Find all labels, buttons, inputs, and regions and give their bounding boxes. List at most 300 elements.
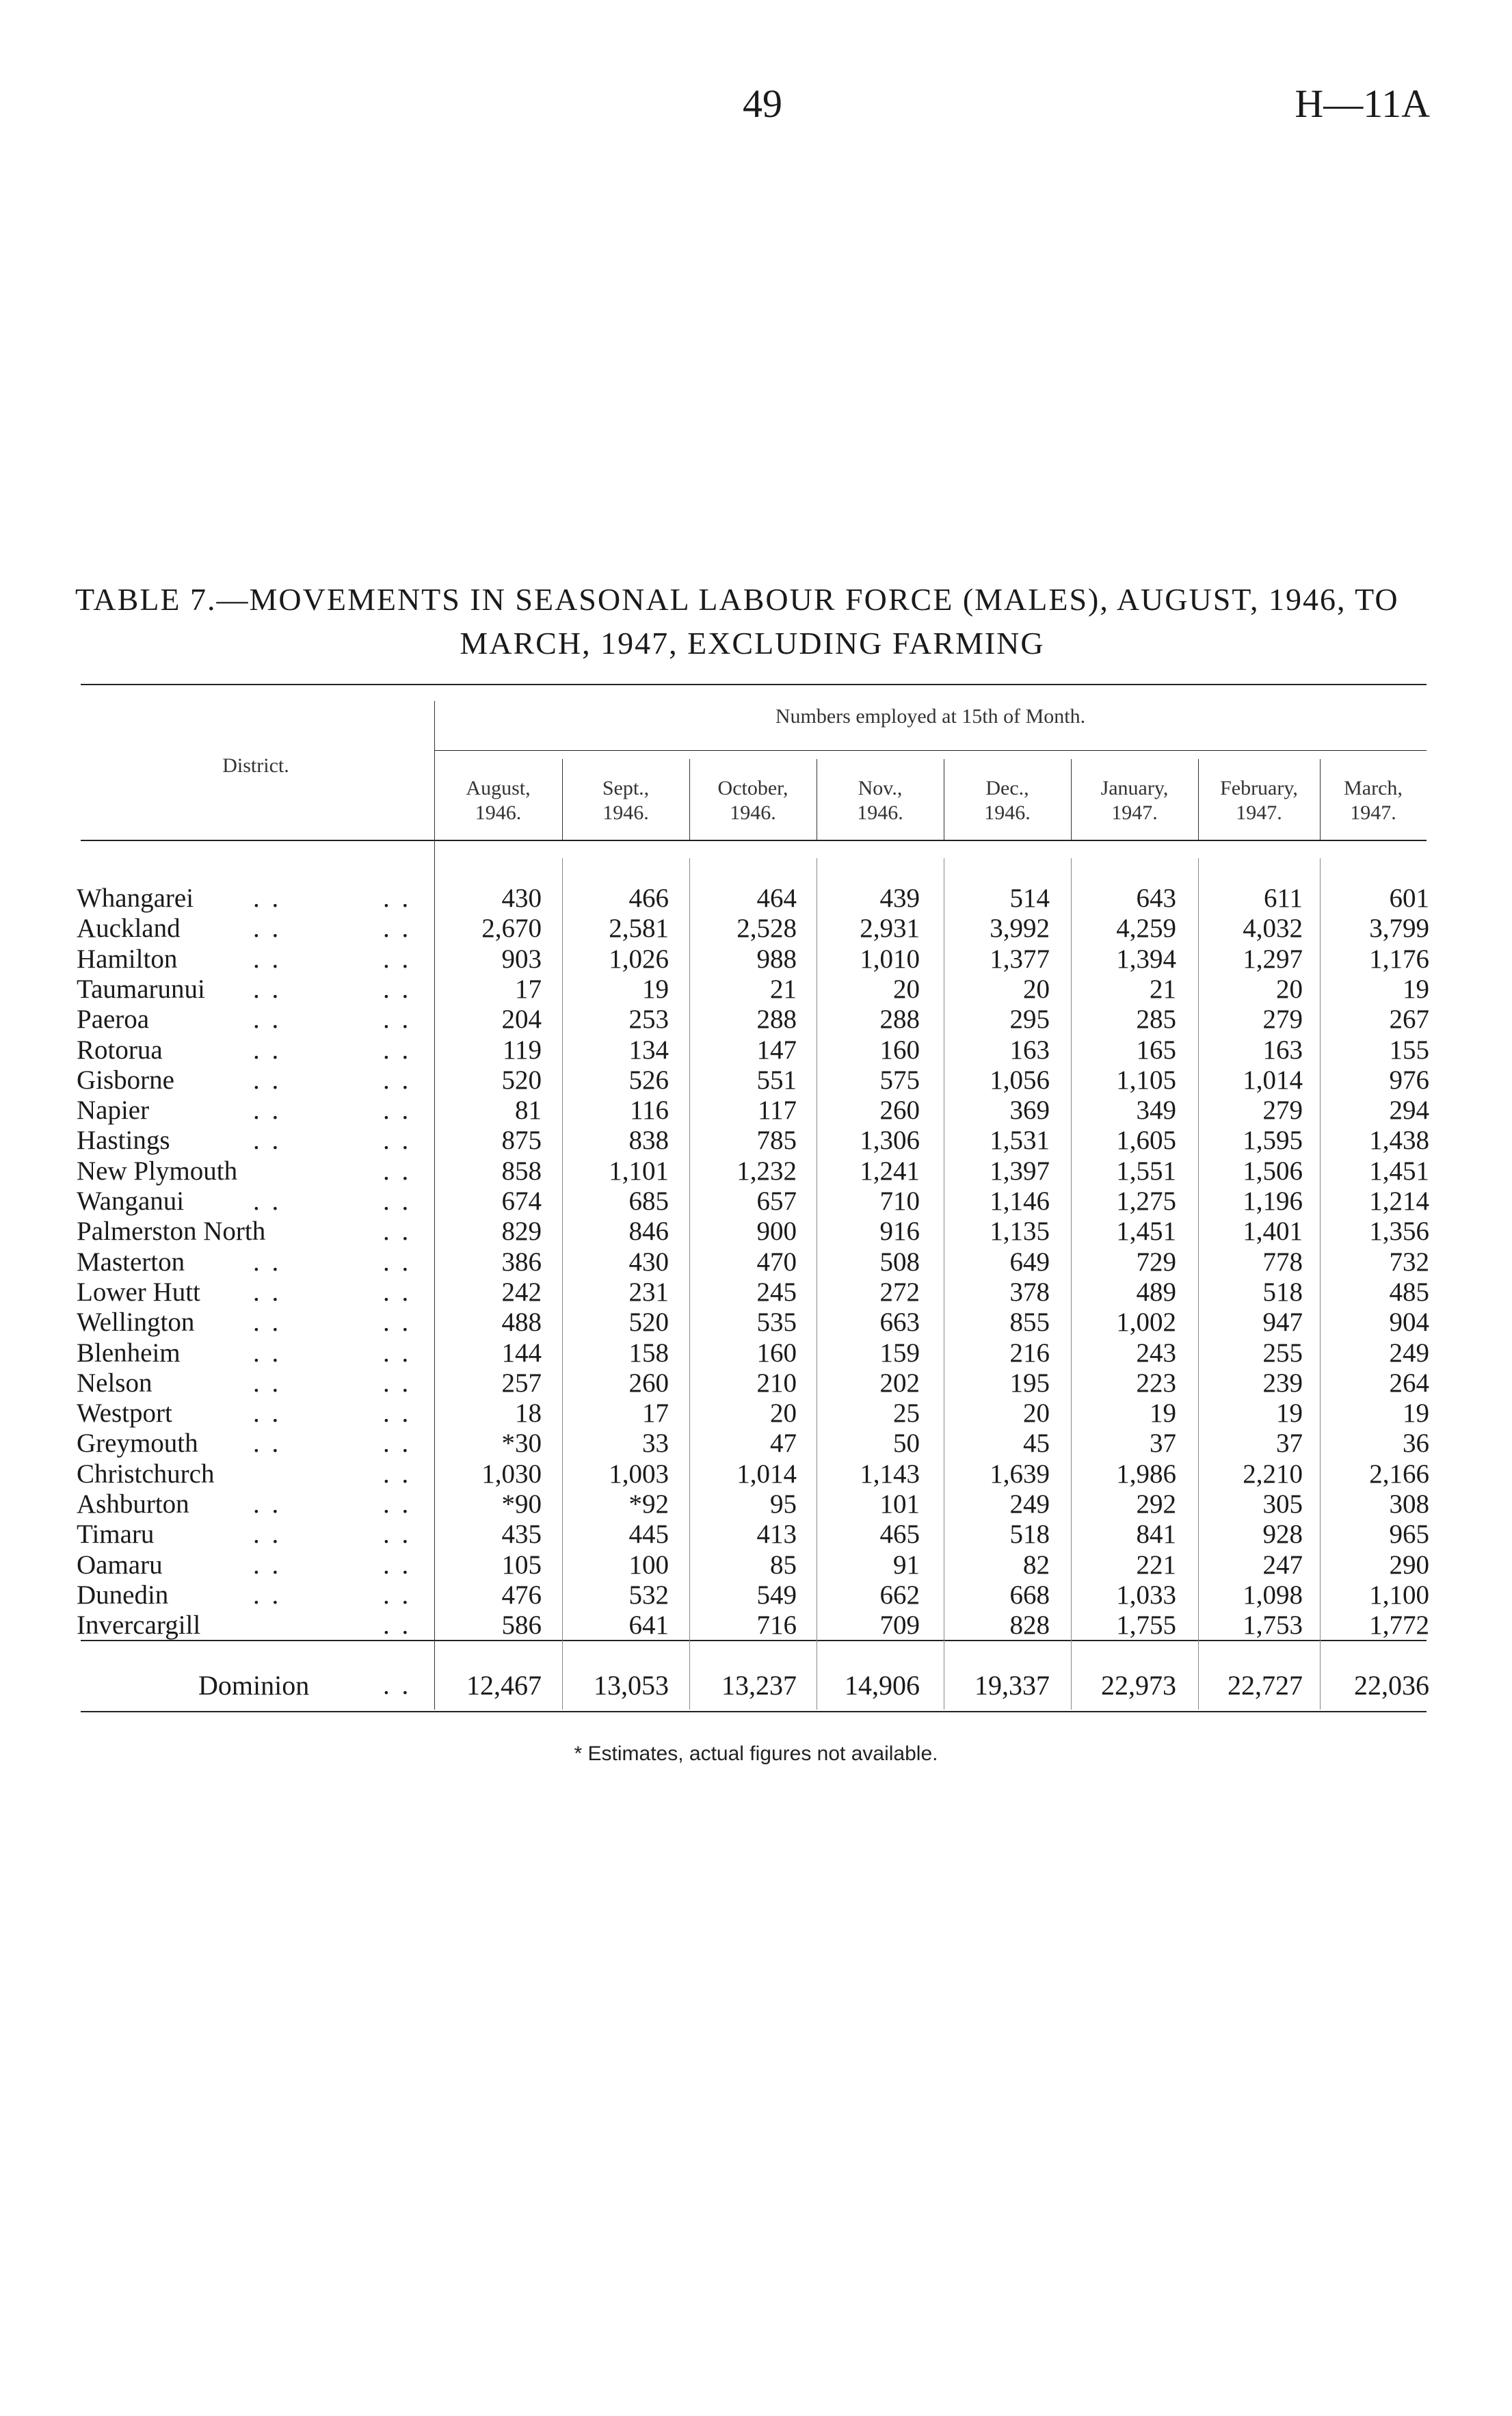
month-header xyxy=(1320,776,1427,825)
month-header-year: 1947. xyxy=(1350,801,1396,824)
table-row xyxy=(0,1368,1512,1398)
table-cell: 255 xyxy=(1262,1338,1303,1368)
table-cell: 508 xyxy=(879,1247,920,1277)
table-cell: 900 xyxy=(756,1217,797,1247)
table-row xyxy=(0,1610,1512,1641)
table-cell: 21 xyxy=(1150,974,1176,1004)
column-divider xyxy=(562,858,563,1710)
table-cell: 242 xyxy=(501,1277,542,1307)
table-cell: 520 xyxy=(501,1065,542,1095)
table-cell: 476 xyxy=(501,1580,542,1610)
dot-leader: . . xyxy=(383,1459,412,1489)
table-cell: 294 xyxy=(1389,1096,1429,1126)
table-cell: 2,210 xyxy=(1243,1459,1303,1489)
table-cell: *92 xyxy=(628,1489,669,1519)
table-cell: 445 xyxy=(628,1519,669,1550)
table-cell: 165 xyxy=(1136,1035,1176,1065)
table-cell: 21 xyxy=(770,974,797,1004)
months-group-header: Numbers employed at 15th of Month. xyxy=(775,705,1086,728)
table-cell: 20 xyxy=(893,974,920,1004)
table-cell: 134 xyxy=(628,1035,669,1065)
table-cell: 526 xyxy=(628,1065,669,1095)
table-cell: 709 xyxy=(879,1610,920,1641)
district-name: Lower Hutt xyxy=(77,1277,200,1307)
table-cell: 439 xyxy=(879,884,920,913)
table-row xyxy=(0,1096,1512,1126)
column-divider xyxy=(1320,858,1321,1710)
table-cell: 2,528 xyxy=(737,914,797,944)
table-cell: 101 xyxy=(879,1489,920,1519)
dot-leader: . . xyxy=(383,1096,412,1126)
table-cell: 20 xyxy=(1276,974,1303,1004)
table-row xyxy=(0,1247,1512,1277)
column-divider xyxy=(1198,759,1199,840)
table-cell: 532 xyxy=(628,1580,669,1610)
table-cell: 1,356 xyxy=(1369,1217,1429,1247)
table-cell: 663 xyxy=(879,1307,920,1338)
dot-leader: . . xyxy=(383,1065,412,1095)
table-cell: 216 xyxy=(1009,1338,1050,1368)
footnote: * Estimates, actual figures not available. xyxy=(574,1742,938,1765)
table-cell: 1,105 xyxy=(1116,1065,1176,1095)
district-name: Palmerston North xyxy=(77,1217,266,1247)
table-cell: 875 xyxy=(501,1126,542,1156)
month-header-name: October, xyxy=(717,777,788,799)
dot-leader: . . xyxy=(383,1035,412,1065)
dot-leader: . . xyxy=(253,1398,282,1429)
table-cell: 662 xyxy=(879,1580,920,1610)
table-cell: 210 xyxy=(756,1368,797,1398)
dot-leader: . . xyxy=(253,1429,282,1459)
month-header-year: 1946. xyxy=(475,801,522,824)
table-cell: 674 xyxy=(501,1186,542,1216)
table-cell: 435 xyxy=(501,1519,542,1550)
district-name: Hamilton xyxy=(77,944,178,974)
table-cell: 243 xyxy=(1136,1338,1176,1368)
table-cell: 489 xyxy=(1136,1277,1176,1307)
table-cell: 947 xyxy=(1262,1307,1303,1338)
table-cell: 1,030 xyxy=(481,1459,542,1489)
table-cell: 17 xyxy=(515,974,542,1004)
table-row xyxy=(0,884,1512,914)
month-header-name: February, xyxy=(1220,777,1298,799)
table-cell: 518 xyxy=(1009,1519,1050,1550)
district-name: Christchurch xyxy=(77,1459,215,1489)
table-cell: 257 xyxy=(501,1368,542,1398)
table-cell: 785 xyxy=(756,1126,797,1156)
table-row xyxy=(0,1186,1512,1217)
table-cell: 147 xyxy=(756,1035,797,1065)
table-cell: 1,176 xyxy=(1369,944,1429,974)
dot-leader: . . xyxy=(253,1338,282,1368)
table-cell: 1,033 xyxy=(1116,1580,1176,1610)
table-cell: 1,003 xyxy=(609,1459,669,1489)
table-cell: 1,241 xyxy=(860,1156,920,1186)
table-cell: 163 xyxy=(1262,1035,1303,1065)
table-cell: 1,595 xyxy=(1243,1126,1303,1156)
table-cell: 288 xyxy=(756,1005,797,1035)
month-header-name: January, xyxy=(1100,777,1169,799)
dot-leader: . . xyxy=(383,944,412,974)
table-cell: 611 xyxy=(1263,884,1303,913)
dot-leader: . . xyxy=(253,1126,282,1156)
column-divider xyxy=(1320,759,1321,840)
district-name: Westport xyxy=(77,1398,172,1429)
table-cell: 1,014 xyxy=(737,1459,797,1489)
dot-leader: . . xyxy=(383,1671,412,1700)
dot-leader: . . xyxy=(383,1489,412,1519)
table-cell: 37 xyxy=(1150,1429,1176,1459)
table-cell: 1,002 xyxy=(1116,1307,1176,1338)
table-cell: 413 xyxy=(756,1519,797,1550)
table-cell: 245 xyxy=(756,1277,797,1307)
table-cell: 1,232 xyxy=(737,1156,797,1186)
month-header xyxy=(434,776,562,825)
table-cell: 14,906 xyxy=(845,1670,920,1701)
table-cell: 231 xyxy=(628,1277,669,1307)
district-column-header: District. xyxy=(222,754,289,777)
table-row xyxy=(0,1277,1512,1307)
district-name: New Plymouth xyxy=(77,1156,238,1186)
table-cell: 846 xyxy=(628,1217,669,1247)
dot-leader: . . xyxy=(253,974,282,1004)
table-cell: 965 xyxy=(1389,1519,1429,1550)
table-top-rule xyxy=(81,684,1427,685)
super-header-rule xyxy=(434,750,1427,751)
dot-leader: . . xyxy=(383,1307,412,1338)
table-cell: 988 xyxy=(756,944,797,974)
table-title-line-1: TABLE 7.—MOVEMENTS IN SEASONAL LABOUR FORCE (MALES), AUGUST, 1946, TO xyxy=(75,582,1399,617)
table-cell: 1,438 xyxy=(1369,1126,1429,1156)
table-cell: 657 xyxy=(756,1186,797,1216)
month-header-name: August, xyxy=(466,777,531,799)
table-cell: 641 xyxy=(628,1610,669,1641)
column-divider xyxy=(562,759,563,840)
table-cell: 668 xyxy=(1009,1580,1050,1610)
table-cell: 1,506 xyxy=(1243,1156,1303,1186)
district-name: Hastings xyxy=(77,1126,170,1156)
table-row xyxy=(0,1217,1512,1247)
table-cell: 2,670 xyxy=(481,914,542,944)
district-name: Napier xyxy=(77,1096,150,1126)
table-row xyxy=(0,1126,1512,1156)
table-cell: 195 xyxy=(1009,1368,1050,1398)
dot-leader: . . xyxy=(253,1368,282,1398)
table-row xyxy=(0,1307,1512,1338)
table-row xyxy=(0,1489,1512,1519)
district-name: Dunedin xyxy=(77,1580,169,1610)
table-cell: 285 xyxy=(1136,1005,1176,1035)
dot-leader: . . xyxy=(383,1338,412,1368)
table-row xyxy=(0,1519,1512,1550)
page-number: 49 xyxy=(743,81,782,126)
table-cell: 260 xyxy=(879,1096,920,1126)
table-cell: 105 xyxy=(501,1550,542,1580)
table-cell: 716 xyxy=(756,1610,797,1641)
dot-leader: . . xyxy=(253,1489,282,1519)
table-cell: 551 xyxy=(756,1065,797,1095)
table-cell: 386 xyxy=(501,1247,542,1277)
month-header xyxy=(817,776,944,825)
table-cell: 535 xyxy=(756,1307,797,1338)
dot-leader: . . xyxy=(383,1610,412,1641)
table-cell: 2,581 xyxy=(609,914,669,944)
table-cell: 22,036 xyxy=(1354,1670,1429,1701)
table-cell: 1,772 xyxy=(1369,1610,1429,1641)
table-cell: 85 xyxy=(770,1550,797,1580)
table-cell: 485 xyxy=(1389,1277,1429,1307)
table-cell: 17 xyxy=(642,1398,669,1429)
dot-leader: . . xyxy=(383,1156,412,1186)
table-cell: 20 xyxy=(1023,974,1050,1004)
district-name: Ashburton xyxy=(77,1489,189,1519)
month-header-year: 1947. xyxy=(1236,801,1282,824)
district-name: Invercargill xyxy=(77,1610,201,1641)
district-name: Rotorua xyxy=(77,1035,163,1065)
table-cell: 279 xyxy=(1262,1096,1303,1126)
table-cell: 163 xyxy=(1009,1035,1050,1065)
column-divider xyxy=(1071,759,1072,840)
table-cell: 1,397 xyxy=(990,1156,1050,1186)
table-cell: 1,026 xyxy=(609,944,669,974)
dot-leader: . . xyxy=(253,1247,282,1277)
table-cell: 202 xyxy=(879,1368,920,1398)
table-cell: 1,056 xyxy=(990,1065,1050,1095)
dot-leader: . . xyxy=(253,1519,282,1550)
table-cell: 100 xyxy=(628,1550,669,1580)
column-divider xyxy=(1071,858,1072,1710)
district-name: Gisborne xyxy=(77,1065,174,1095)
table-title-line-2: MARCH, 1947, EXCLUDING FARMING xyxy=(460,626,1045,661)
dot-leader: . . xyxy=(383,1247,412,1277)
district-name: Wanganui xyxy=(77,1186,185,1216)
district-name: Timaru xyxy=(77,1519,155,1550)
table-cell: 1,146 xyxy=(990,1186,1050,1216)
table-cell: 18 xyxy=(515,1398,542,1429)
dot-leader: . . xyxy=(253,1065,282,1095)
table-cell: 1,551 xyxy=(1116,1156,1176,1186)
table-cell: 488 xyxy=(501,1307,542,1338)
month-header xyxy=(1198,776,1320,825)
dot-leader: . . xyxy=(383,974,412,1004)
district-name: Whangarei xyxy=(77,884,194,913)
table-cell: 430 xyxy=(628,1247,669,1277)
table-cell: 855 xyxy=(1009,1307,1050,1338)
table-cell: 37 xyxy=(1276,1429,1303,1459)
table-cell: 601 xyxy=(1389,884,1429,913)
table-cell: 685 xyxy=(628,1186,669,1216)
table-cell: 520 xyxy=(628,1307,669,1338)
table-row xyxy=(0,1580,1512,1610)
table-cell: 117 xyxy=(757,1096,797,1126)
dot-leader: . . xyxy=(383,1217,412,1247)
table-cell: 36 xyxy=(1403,1429,1429,1459)
table-cell: 20 xyxy=(770,1398,797,1429)
column-divider xyxy=(434,701,435,1710)
table-title xyxy=(75,578,1429,665)
table-cell: 95 xyxy=(770,1489,797,1519)
table-cell: 22,727 xyxy=(1228,1670,1303,1701)
table-cell: 47 xyxy=(770,1429,797,1459)
district-name: Wellington xyxy=(77,1307,195,1338)
table-cell: 45 xyxy=(1023,1429,1050,1459)
month-header xyxy=(1071,776,1198,825)
table-cell: 81 xyxy=(515,1096,542,1126)
table-cell: 19 xyxy=(1403,974,1429,1004)
month-header-name: Dec., xyxy=(985,777,1029,799)
dot-leader: . . xyxy=(253,1186,282,1216)
table-cell: 119 xyxy=(502,1035,542,1065)
table-cell: 838 xyxy=(628,1126,669,1156)
table-cell: 1,377 xyxy=(990,944,1050,974)
table-cell: 19,337 xyxy=(974,1670,1050,1701)
district-name: Taumarunui xyxy=(77,974,205,1004)
table-cell: 13,237 xyxy=(721,1670,797,1701)
table-cell: 82 xyxy=(1023,1550,1050,1580)
table-cell: 12,467 xyxy=(466,1670,542,1701)
table-row xyxy=(0,1338,1512,1368)
table-cell: 976 xyxy=(1389,1065,1429,1095)
dot-leader: . . xyxy=(383,1126,412,1156)
table-cell: 25 xyxy=(893,1398,920,1429)
table-cell: 778 xyxy=(1262,1247,1303,1277)
table-cell: 828 xyxy=(1009,1610,1050,1641)
table-cell: 829 xyxy=(501,1217,542,1247)
table-cell: 470 xyxy=(756,1247,797,1277)
table-cell: 50 xyxy=(893,1429,920,1459)
table-cell: 904 xyxy=(1389,1307,1429,1338)
column-divider xyxy=(689,759,690,840)
total-label: Dominion xyxy=(198,1670,310,1701)
district-name: Paeroa xyxy=(77,1005,150,1035)
table-cell: 1,143 xyxy=(860,1459,920,1489)
table-row xyxy=(0,1005,1512,1035)
table-cell: 33 xyxy=(642,1429,669,1459)
table-cell: 1,306 xyxy=(860,1126,920,1156)
table-cell: 464 xyxy=(756,884,797,913)
dot-leader: . . xyxy=(253,914,282,944)
table-row xyxy=(0,1459,1512,1489)
table-cell: 19 xyxy=(1276,1398,1303,1429)
dot-leader: . . xyxy=(253,1277,282,1307)
table-row xyxy=(0,1398,1512,1429)
table-cell: 204 xyxy=(501,1005,542,1035)
table-cell: 1,605 xyxy=(1116,1126,1176,1156)
dot-leader: . . xyxy=(383,1550,412,1580)
dot-leader: . . xyxy=(383,1580,412,1610)
table-cell: 518 xyxy=(1262,1277,1303,1307)
table-cell: 221 xyxy=(1136,1550,1176,1580)
table-cell: 19 xyxy=(642,974,669,1004)
table-cell: 858 xyxy=(501,1156,542,1186)
table-cell: 649 xyxy=(1009,1247,1050,1277)
table-cell: 1,214 xyxy=(1369,1186,1429,1216)
month-header-name: Nov., xyxy=(858,777,903,799)
dot-leader: . . xyxy=(383,914,412,944)
table-cell: 3,799 xyxy=(1369,914,1429,944)
table-row xyxy=(0,1035,1512,1065)
table-cell: 1,098 xyxy=(1243,1580,1303,1610)
table-cell: *30 xyxy=(501,1429,542,1459)
district-name: Greymouth xyxy=(77,1429,198,1459)
table-bottom-rule xyxy=(81,1711,1427,1712)
table-cell: 159 xyxy=(879,1338,920,1368)
table-cell: 292 xyxy=(1136,1489,1176,1519)
table-cell: 20 xyxy=(1023,1398,1050,1429)
table-row xyxy=(0,914,1512,944)
table-cell: 710 xyxy=(879,1186,920,1216)
table-cell: 732 xyxy=(1389,1247,1429,1277)
table-cell: 928 xyxy=(1262,1519,1303,1550)
table-cell: *90 xyxy=(501,1489,542,1519)
table-cell: 1,297 xyxy=(1243,944,1303,974)
table-cell: 841 xyxy=(1136,1519,1176,1550)
dot-leader: . . xyxy=(383,1519,412,1550)
table-cell: 1,753 xyxy=(1243,1610,1303,1641)
table-cell: 19 xyxy=(1150,1398,1176,1429)
month-header-name: March, xyxy=(1344,777,1403,799)
table-row xyxy=(0,1065,1512,1096)
dot-leader: . . xyxy=(383,1277,412,1307)
table-cell: 272 xyxy=(879,1277,920,1307)
month-header xyxy=(689,776,817,825)
table-cell: 349 xyxy=(1136,1096,1176,1126)
table-cell: 144 xyxy=(501,1338,542,1368)
table-cell: 295 xyxy=(1009,1005,1050,1035)
table-cell: 1,451 xyxy=(1369,1156,1429,1186)
dot-leader: . . xyxy=(253,884,282,913)
table-cell: 239 xyxy=(1262,1368,1303,1398)
table-row xyxy=(0,1550,1512,1580)
table-cell: 2,166 xyxy=(1369,1459,1429,1489)
table-cell: 1,014 xyxy=(1243,1065,1303,1095)
month-header-year: 1946. xyxy=(984,801,1031,824)
table-cell: 916 xyxy=(879,1217,920,1247)
dot-leader: . . xyxy=(253,1005,282,1035)
table-cell: 549 xyxy=(756,1580,797,1610)
table-cell: 155 xyxy=(1389,1035,1429,1065)
month-header-name: Sept., xyxy=(602,777,650,799)
table-cell: 116 xyxy=(629,1096,669,1126)
month-header-year: 1947. xyxy=(1111,801,1158,824)
table-cell: 1,100 xyxy=(1369,1580,1429,1610)
table-cell: 729 xyxy=(1136,1247,1176,1277)
table-cell: 13,053 xyxy=(594,1670,669,1701)
table-cell: 160 xyxy=(756,1338,797,1368)
table-cell: 1,275 xyxy=(1116,1186,1176,1216)
dot-leader: . . xyxy=(383,1429,412,1459)
month-header-year: 1946. xyxy=(857,801,903,824)
table-cell: 1,531 xyxy=(990,1126,1050,1156)
dot-leader: . . xyxy=(383,1398,412,1429)
table-cell: 19 xyxy=(1403,1398,1429,1429)
table-cell: 514 xyxy=(1009,884,1050,913)
table-cell: 223 xyxy=(1136,1368,1176,1398)
table-row xyxy=(0,1429,1512,1459)
table-cell: 160 xyxy=(879,1035,920,1065)
dot-leader: . . xyxy=(253,1035,282,1065)
table-cell: 249 xyxy=(1009,1489,1050,1519)
table-cell: 264 xyxy=(1389,1368,1429,1398)
table-cell: 247 xyxy=(1262,1550,1303,1580)
table-cell: 4,032 xyxy=(1243,914,1303,944)
table-cell: 249 xyxy=(1389,1338,1429,1368)
table-cell: 22,973 xyxy=(1101,1670,1176,1701)
dot-leader: . . xyxy=(253,1307,282,1338)
table-cell: 91 xyxy=(893,1550,920,1580)
table-cell: 903 xyxy=(501,944,542,974)
total-row xyxy=(0,1671,1512,1701)
